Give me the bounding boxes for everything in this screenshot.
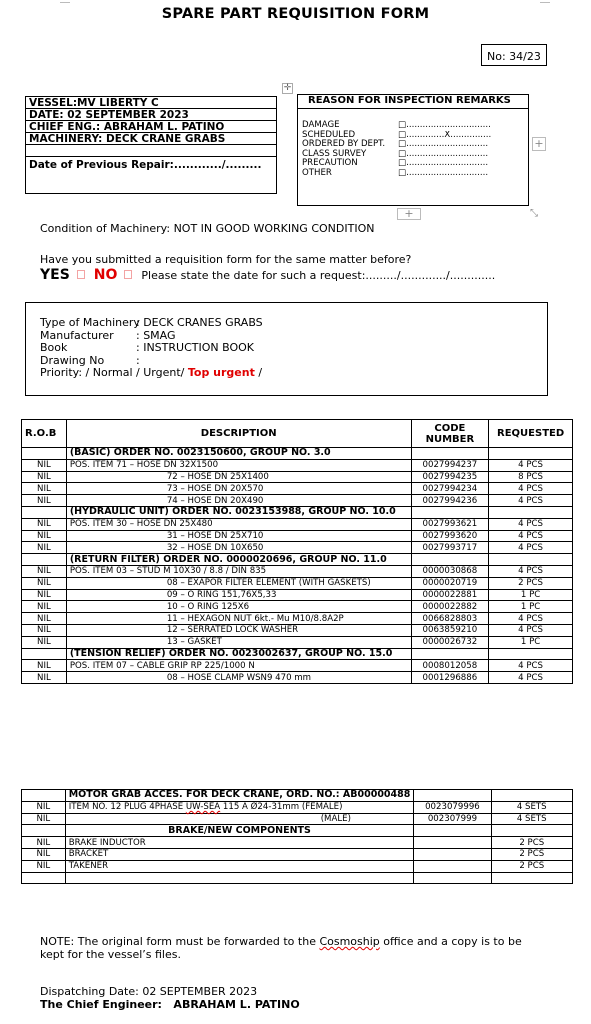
rob-cell: NIL — [22, 495, 67, 507]
desc-cell: BRACKET — [65, 848, 414, 860]
type-of-machinery-row — [40, 317, 547, 330]
add-column-plus-icon[interactable]: + — [532, 137, 546, 151]
rob-cell: NIL — [22, 813, 66, 825]
desc-cell: 12 – SERRATED LOCK WASHER — [66, 624, 411, 636]
rob-cell: NIL — [22, 672, 67, 684]
req-cell: 4 SETS — [491, 813, 573, 825]
rob-cell: NIL — [22, 565, 67, 577]
req-cell — [491, 790, 573, 802]
group-title-cell: (BASIC) ORDER NO. 0023150600, GROUP NO. 3.0 — [66, 448, 411, 460]
rob-cell — [22, 790, 66, 802]
rob-cell: NIL — [22, 483, 67, 495]
table-row — [22, 459, 573, 471]
reason-for-inspection-box — [297, 94, 529, 206]
code-cell: 0027994235 — [411, 471, 489, 483]
req-cell — [491, 825, 573, 837]
code-cell — [411, 554, 489, 566]
desc-spell: UW-SEA — [185, 802, 221, 813]
code-number-header — [411, 420, 489, 448]
code-cell: 0027993621 — [411, 518, 489, 530]
code-cell — [414, 790, 491, 802]
reason-value[interactable]: □.............................. — [398, 140, 489, 150]
reason-rows — [298, 109, 528, 179]
empty-cell — [414, 872, 491, 884]
table-row — [22, 860, 573, 872]
table-row — [22, 542, 573, 554]
code-cell: 0000022882 — [411, 601, 489, 613]
table-row — [22, 589, 573, 601]
req-cell: 4 PCS — [489, 530, 573, 542]
req-cell: 4 SETS — [491, 801, 573, 813]
code-cell: 0027994237 — [411, 459, 489, 471]
desc-cell: POS. ITEM 03 – STUD M 10X30 / 8.8 / DIN 835 — [66, 565, 411, 577]
code-cell: 0027994234 — [411, 483, 489, 495]
rob-cell — [22, 506, 67, 518]
reason-header-label: REASON FOR INSPECTION — [308, 95, 453, 106]
note-spell: Cosmoship — [319, 935, 380, 948]
table-row — [22, 813, 573, 825]
req-cell: 8 PCS — [489, 471, 573, 483]
rob-cell — [22, 648, 67, 660]
code-cell — [414, 837, 491, 849]
note-pre: NOTE: The original form must be forwarded to the — [40, 935, 320, 948]
reason-label: DAMAGE — [302, 120, 340, 130]
req-cell — [489, 506, 573, 518]
vessel-date: DATE: 02 SEPTEMBER 2023 — [26, 109, 276, 121]
req-cell: 4 PCS — [489, 660, 573, 672]
table-row — [22, 636, 573, 648]
remarks-header-label: REMARKS — [456, 95, 511, 106]
desc-cell: TAKENER — [65, 860, 414, 872]
req-cell: 4 PCS — [489, 518, 573, 530]
req-cell: 4 PCS — [489, 672, 573, 684]
code-cell: 0027993620 — [411, 530, 489, 542]
code-cell: 0000026732 — [411, 636, 489, 648]
req-cell — [489, 648, 573, 660]
sub-title-cell: BRAKE/NEW COMPONENTS — [65, 825, 414, 837]
req-cell: 4 PCS — [489, 613, 573, 625]
empty-cell — [491, 872, 573, 884]
desc-cell: 09 – O RING 151,76X5,33 — [66, 589, 411, 601]
rob-cell: NIL — [22, 601, 67, 613]
table-row — [22, 483, 573, 495]
code-cell: 002307999 — [414, 813, 491, 825]
drawing-value: : — [136, 353, 140, 367]
rob-cell: NIL — [22, 613, 67, 625]
add-row-plus-icon[interactable]: + — [397, 208, 421, 220]
previous-repair-date: Date of Previous Repair:............/......... — [29, 159, 262, 171]
desc-cell: BRAKE INDUCTOR — [65, 837, 414, 849]
code-header-line2: NUMBER — [425, 433, 475, 445]
reason-header — [298, 95, 528, 109]
rob-cell: NIL — [22, 530, 67, 542]
desc-cell: 74 – HOSE DN 20X490 — [66, 495, 411, 507]
req-cell: 1 PC — [489, 601, 573, 613]
rob-cell: NIL — [22, 837, 66, 849]
req-cell: 4 PCS — [489, 542, 573, 554]
motor-grab-table — [21, 789, 573, 884]
priority-row — [40, 367, 547, 380]
code-cell: 0027994236 — [411, 495, 489, 507]
req-cell: 2 PCS — [491, 837, 573, 849]
desc-cell: 13 – GASKET — [66, 636, 411, 648]
rob-cell — [22, 554, 67, 566]
code-cell — [414, 860, 491, 872]
rob-cell: NIL — [22, 589, 67, 601]
table-row — [22, 530, 573, 542]
table-row — [22, 613, 573, 625]
reason-label: PRECAUTION — [302, 158, 358, 169]
code-cell: 0023079996 — [414, 801, 491, 813]
drawing-key: Drawing No — [40, 353, 105, 367]
spare-parts-body — [22, 448, 573, 684]
condition-of-machinery: Condition of Machinery: NOT IN GOOD WORKING CONDITION — [40, 222, 375, 235]
table-row — [22, 554, 573, 566]
type-key: Type of Machinery — [40, 316, 140, 329]
req-cell: 4 PCS — [489, 624, 573, 636]
note — [40, 935, 540, 961]
req-cell — [489, 448, 573, 460]
table-row — [22, 648, 573, 660]
desc-cell: 08 – HOSE CLAMP WSN9 470 mm — [66, 672, 411, 684]
code-cell — [414, 825, 491, 837]
resize-handle-icon[interactable]: ⤡ — [530, 208, 538, 219]
note-post: office and a copy is to be kept for the vessel’s files. — [40, 935, 522, 961]
table-row — [22, 565, 573, 577]
desc-pre: ITEM NO. 12 PLUG 4PHASE — [68, 802, 186, 813]
rob-cell: NIL — [22, 518, 67, 530]
desc-cell: 73 – HOSE DN 20X570 — [66, 483, 411, 495]
code-cell — [411, 448, 489, 460]
book-value: : INSTRUCTION BOOK — [136, 341, 254, 355]
desc-cell: POS. ITEM 07 – CABLE GRIP RP 225/1000 N — [66, 660, 411, 672]
table-row — [22, 801, 573, 813]
desc-cell — [65, 801, 414, 813]
table-row — [22, 825, 573, 837]
desc-post: 115 A Ø24-31mm (FEMALE) — [220, 802, 343, 813]
manufacturer-row — [40, 330, 547, 343]
rob-cell: NIL — [22, 848, 66, 860]
table-row — [22, 660, 573, 672]
code-cell: 0027993717 — [411, 542, 489, 554]
reason-value[interactable]: □.............................. — [398, 159, 489, 169]
desc-cell: (MALE) — [65, 813, 414, 825]
code-cell: 0000030868 — [411, 565, 489, 577]
group-title-cell: MOTOR GRAB ACCES. FOR DECK CRANE, ORD. NO.: AB00000488 — [65, 790, 414, 802]
req-cell: 4 PCS — [489, 495, 573, 507]
book-key: Book — [40, 341, 68, 355]
form-title: SPARE PART REQUISITION FORM — [161, 6, 430, 22]
description-header: DESCRIPTION — [66, 420, 411, 448]
code-cell: 0063859210 — [411, 624, 489, 636]
reason-value[interactable]: □............................... — [398, 121, 491, 130]
req-cell: 1 PC — [489, 636, 573, 648]
desc-cell: POS. ITEM 71 – HOSE DN 32X1500 — [66, 459, 411, 471]
no-label: NO — [93, 267, 118, 283]
table-row — [22, 495, 573, 507]
desc-cell: 72 – HOSE DN 25X1400 — [66, 471, 411, 483]
rob-cell — [22, 825, 66, 837]
table-row — [22, 624, 573, 636]
reason-label: ORDERED BY DEPT. — [302, 139, 386, 150]
empty-cell — [65, 872, 414, 884]
rob-cell: NIL — [22, 660, 67, 672]
reason-label: SCHEDULED — [302, 129, 356, 140]
rob-cell: NIL — [22, 801, 66, 813]
no-checkbox[interactable] — [124, 270, 132, 279]
date-request: Please state the date for such a request:........./............./............. — [141, 269, 496, 282]
rob-cell: NIL — [22, 542, 67, 554]
table-row — [22, 577, 573, 589]
code-cell — [414, 848, 491, 860]
page-corner-mark-left — [60, 0, 70, 3]
rob-cell: NIL — [22, 860, 66, 872]
reason-row — [298, 159, 528, 169]
reason-value[interactable]: □..............X............... — [398, 130, 492, 140]
spare-parts-table — [21, 419, 573, 684]
manufacturer-value: : SMAG — [136, 328, 176, 342]
yes-checkbox[interactable] — [77, 270, 85, 279]
chief-engineer: CHIEF ENG.: ABRAHAM L. PATINO — [26, 121, 276, 133]
code-cell: 0008012058 — [411, 660, 489, 672]
table-row — [22, 790, 573, 802]
desc-cell: 11 – HEXAGON NUT 6kt.- Mu M10/8.8A2P — [66, 613, 411, 625]
req-cell: 1 PC — [489, 589, 573, 601]
rob-cell: NIL — [22, 624, 67, 636]
req-cell — [489, 554, 573, 566]
req-cell: 4 PCS — [489, 483, 573, 495]
group-title-cell: (TENSION RELIEF) ORDER NO. 0023002637, GROUP NO. 15.0 — [66, 648, 411, 660]
desc-cell: 10 – O RING 125X6 — [66, 601, 411, 613]
table-row — [22, 601, 573, 613]
rob-cell — [22, 448, 67, 460]
reason-value[interactable]: □.............................. — [398, 149, 489, 159]
rob-cell: NIL — [22, 577, 67, 589]
table-move-icon[interactable]: ✛ — [283, 83, 292, 93]
code-cell: 0001296886 — [411, 672, 489, 684]
table-row — [22, 448, 573, 460]
requested-header: REQUESTED — [489, 420, 573, 448]
yes-label: YES — [40, 267, 70, 283]
manufacturer-key: Manufacturer — [40, 328, 114, 342]
group-title-cell: (RETURN FILTER) ORDER NO. 0000020696, GROUP NO. 11.0 — [66, 554, 411, 566]
group-title-cell: (HYDRAULIC UNIT) ORDER NO. 0023153988, GROUP NO. 10.0 — [66, 506, 411, 518]
table-row — [22, 672, 573, 684]
chief-engineer-signature: The Chief Engineer: ABRAHAM L. PATINO — [40, 998, 300, 1011]
vessel-name: VESSEL:MV LIBERTY C — [26, 97, 276, 109]
previous-requisition-question: Have you submitted a requisition form for the same matter before? — [40, 253, 412, 266]
desc-cell: 08 – EXAPOR FILTER ELEMENT (WITH GASKETS) — [66, 577, 411, 589]
req-cell: 4 PCS — [489, 565, 573, 577]
machinery-details-box — [25, 302, 548, 396]
rob-header: R.O.B — [22, 420, 67, 448]
table-row — [22, 518, 573, 530]
blank-table-row — [22, 872, 573, 884]
vessel-info-box — [25, 96, 277, 194]
desc-cell: POS. ITEM 30 – HOSE DN 25X480 — [66, 518, 411, 530]
code-cell: 0000020719 — [411, 577, 489, 589]
table-header-row — [22, 420, 573, 448]
reason-value[interactable]: □.............................. — [398, 168, 489, 178]
priority-suffix: / — [254, 366, 263, 380]
empty-cell — [22, 872, 66, 884]
table-row — [22, 848, 573, 860]
machinery: MACHINERY: DECK CRANE GRABS — [26, 133, 276, 145]
code-cell — [411, 648, 489, 660]
form-number: No: 34/23 — [481, 44, 547, 66]
priority-prefix: Priority: / Normal / Urgent/ — [40, 366, 188, 380]
desc-cell: 31 – HOSE DN 25X710 — [66, 530, 411, 542]
req-cell: 4 PCS — [489, 459, 573, 471]
reason-label: CLASS SURVEY — [302, 148, 367, 159]
req-cell: 2 PCS — [491, 860, 573, 872]
table-row — [22, 837, 573, 849]
motor-grab-body — [22, 790, 573, 884]
code-cell: 0000022881 — [411, 589, 489, 601]
type-value: : DECK CRANES GRABS — [136, 316, 263, 329]
code-cell: 0066828803 — [411, 613, 489, 625]
rob-cell: NIL — [22, 459, 67, 471]
page-corner-mark-right — [540, 0, 550, 3]
blank-row — [26, 145, 276, 157]
table-row — [22, 471, 573, 483]
rob-cell: NIL — [22, 471, 67, 483]
reason-label: OTHER — [302, 167, 332, 178]
yes-no-row — [40, 267, 495, 283]
code-cell — [411, 506, 489, 518]
priority-top-urgent: Top urgent — [187, 366, 255, 380]
book-row — [40, 342, 547, 355]
dispatching-date: Dispatching Date: 02 SEPTEMBER 2023 — [40, 985, 258, 998]
code-header-line1: CODE — [434, 422, 466, 434]
req-cell: 2 PCS — [491, 848, 573, 860]
desc-cell: 32 – HOSE DN 10X650 — [66, 542, 411, 554]
rob-cell: NIL — [22, 636, 67, 648]
reason-row — [298, 169, 528, 179]
table-row — [22, 506, 573, 518]
req-cell: 2 PCS — [489, 577, 573, 589]
